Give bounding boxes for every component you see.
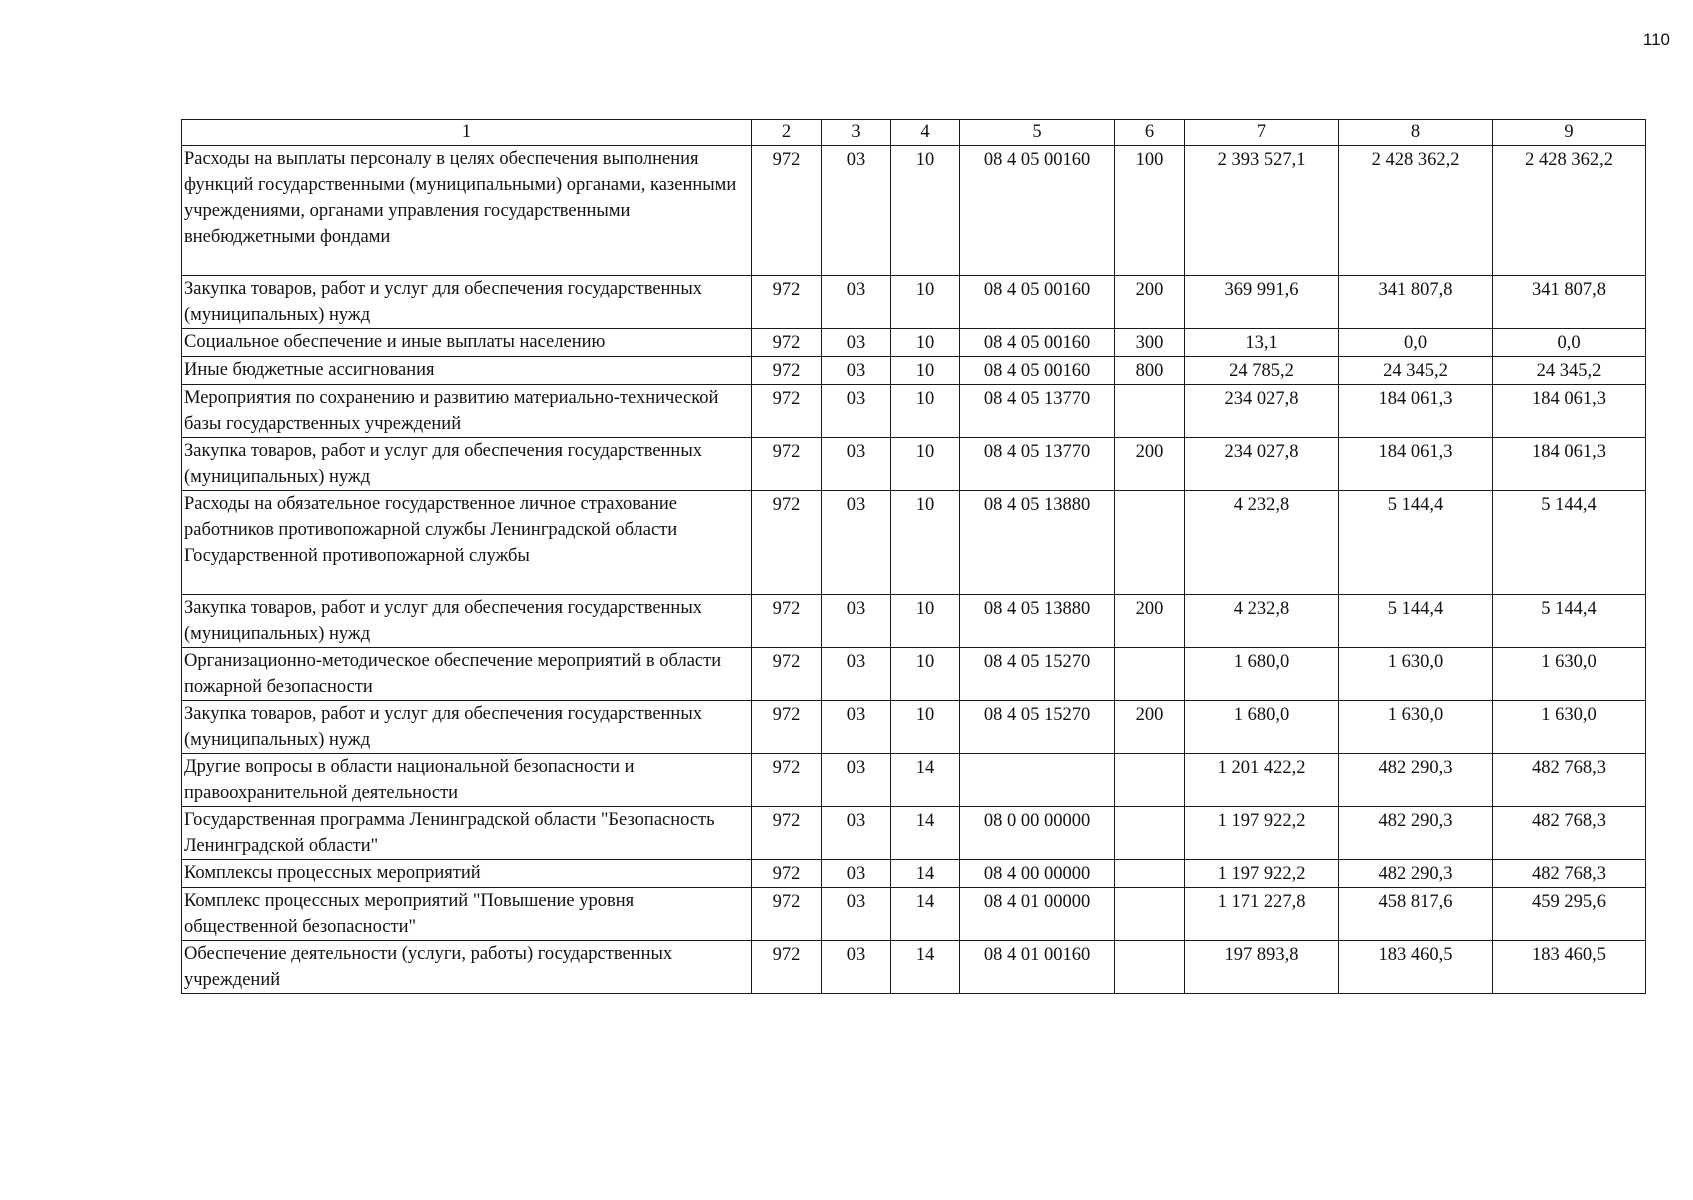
value-cell: 03 [822, 491, 891, 595]
value-cell: 08 4 01 00160 [960, 941, 1115, 994]
row-name-cell: Социальное обеспечение и иные выплаты населению [182, 329, 752, 357]
value-cell: 972 [752, 385, 822, 438]
value-cell: 03 [822, 276, 891, 329]
value-cell: 200 [1115, 595, 1185, 648]
row-name-cell: Закупка товаров, работ и услуг для обеспечения государственных (муниципальных) нужд [182, 438, 752, 491]
table-row [182, 385, 1646, 438]
table-row [182, 648, 1646, 701]
value-cell: 1 197 922,2 [1185, 807, 1339, 860]
value-cell: 1 630,0 [1493, 648, 1646, 701]
value-cell: 972 [752, 491, 822, 595]
row-name-cell: Закупка товаров, работ и услуг для обеспечения государственных (муниципальных) нужд [182, 276, 752, 329]
value-cell: 341 807,8 [1493, 276, 1646, 329]
row-name-cell: Расходы на обязательное государственное личное страхование работников противопожарной службы Ленинградской области Государственной противопожарной службы [182, 491, 752, 595]
value-cell: 2 393 527,1 [1185, 146, 1339, 276]
table-row [182, 860, 1646, 888]
value-cell: 08 4 00 00000 [960, 860, 1115, 888]
row-name-cell: Комплексы процессных мероприятий [182, 860, 752, 888]
value-cell: 482 290,3 [1339, 754, 1493, 807]
value-cell: 1 680,0 [1185, 648, 1339, 701]
value-cell: 4 232,8 [1185, 595, 1339, 648]
value-cell: 341 807,8 [1339, 276, 1493, 329]
value-cell: 482 290,3 [1339, 860, 1493, 888]
value-cell: 972 [752, 276, 822, 329]
value-cell: 03 [822, 888, 891, 941]
value-cell: 1 680,0 [1185, 701, 1339, 754]
value-cell: 5 144,4 [1493, 491, 1646, 595]
value-cell: 08 4 05 13770 [960, 438, 1115, 491]
value-cell: 03 [822, 595, 891, 648]
page-number: 110 [1642, 30, 1670, 49]
value-cell: 03 [822, 329, 891, 357]
value-cell: 10 [891, 701, 960, 754]
table-row [182, 888, 1646, 941]
value-cell: 2 428 362,2 [1339, 146, 1493, 276]
value-cell [960, 754, 1115, 807]
value-cell: 1 201 422,2 [1185, 754, 1339, 807]
value-cell: 10 [891, 276, 960, 329]
column-header: 7 [1185, 120, 1339, 146]
header-row [182, 120, 1646, 146]
value-cell: 03 [822, 754, 891, 807]
column-header: 9 [1493, 120, 1646, 146]
column-header: 1 [182, 120, 752, 146]
value-cell: 1 630,0 [1493, 701, 1646, 754]
value-cell: 10 [891, 357, 960, 385]
table-row [182, 701, 1646, 754]
value-cell: 14 [891, 807, 960, 860]
value-cell: 300 [1115, 329, 1185, 357]
value-cell: 10 [891, 648, 960, 701]
value-cell: 972 [752, 888, 822, 941]
budget-table [181, 119, 1646, 994]
value-cell: 0,0 [1493, 329, 1646, 357]
table-row [182, 276, 1646, 329]
value-cell: 2 428 362,2 [1493, 146, 1646, 276]
table-row [182, 438, 1646, 491]
value-cell: 5 144,4 [1493, 595, 1646, 648]
value-cell [1115, 888, 1185, 941]
value-cell: 03 [822, 357, 891, 385]
column-header: 3 [822, 120, 891, 146]
value-cell [1115, 941, 1185, 994]
value-cell: 482 768,3 [1493, 807, 1646, 860]
value-cell: 800 [1115, 357, 1185, 385]
value-cell: 5 144,4 [1339, 491, 1493, 595]
table-row [182, 329, 1646, 357]
table-row [182, 807, 1646, 860]
row-name-cell: Комплекс процессных мероприятий "Повышение уровня общественной безопасности" [182, 888, 752, 941]
value-cell: 03 [822, 941, 891, 994]
value-cell: 08 4 05 15270 [960, 648, 1115, 701]
value-cell: 972 [752, 860, 822, 888]
row-name-cell: Расходы на выплаты персоналу в целях обеспечения выполнения функций государственными (муниципальными) органами, казенными учреждениями, органами управления государственными внебюджетными фондами [182, 146, 752, 276]
row-name-cell: Другие вопросы в области национальной безопасности и правоохранительной деятельности [182, 754, 752, 807]
value-cell [1115, 860, 1185, 888]
value-cell: 972 [752, 146, 822, 276]
value-cell: 184 061,3 [1339, 438, 1493, 491]
row-name-cell: Закупка товаров, работ и услуг для обеспечения государственных (муниципальных) нужд [182, 701, 752, 754]
row-name-cell: Организационно-методическое обеспечение мероприятий в области пожарной безопасности [182, 648, 752, 701]
value-cell: 08 4 05 13880 [960, 491, 1115, 595]
value-cell: 100 [1115, 146, 1185, 276]
table-row [182, 357, 1646, 385]
value-cell: 183 460,5 [1339, 941, 1493, 994]
row-name-cell: Обеспечение деятельности (услуги, работы) государственных учреждений [182, 941, 752, 994]
value-cell: 08 4 01 00000 [960, 888, 1115, 941]
column-header: 2 [752, 120, 822, 146]
table-row [182, 595, 1646, 648]
value-cell: 482 768,3 [1493, 754, 1646, 807]
value-cell: 972 [752, 438, 822, 491]
value-cell: 08 4 05 13770 [960, 385, 1115, 438]
table-body [182, 146, 1646, 994]
value-cell: 972 [752, 595, 822, 648]
value-cell: 184 061,3 [1493, 438, 1646, 491]
value-cell: 14 [891, 941, 960, 994]
value-cell: 184 061,3 [1339, 385, 1493, 438]
value-cell: 972 [752, 357, 822, 385]
value-cell: 08 4 05 00160 [960, 146, 1115, 276]
value-cell: 10 [891, 146, 960, 276]
value-cell: 14 [891, 860, 960, 888]
value-cell: 08 4 05 13880 [960, 595, 1115, 648]
value-cell: 08 4 05 15270 [960, 701, 1115, 754]
value-cell: 482 290,3 [1339, 807, 1493, 860]
value-cell: 200 [1115, 276, 1185, 329]
value-cell: 5 144,4 [1339, 595, 1493, 648]
value-cell: 200 [1115, 438, 1185, 491]
value-cell: 972 [752, 648, 822, 701]
value-cell: 972 [752, 701, 822, 754]
value-cell: 972 [752, 941, 822, 994]
value-cell: 10 [891, 438, 960, 491]
value-cell: 03 [822, 807, 891, 860]
value-cell: 14 [891, 754, 960, 807]
value-cell: 369 991,6 [1185, 276, 1339, 329]
value-cell: 03 [822, 648, 891, 701]
value-cell: 183 460,5 [1493, 941, 1646, 994]
value-cell: 08 4 05 00160 [960, 329, 1115, 357]
value-cell: 482 768,3 [1493, 860, 1646, 888]
value-cell: 08 4 05 00160 [960, 357, 1115, 385]
value-cell: 1 630,0 [1339, 701, 1493, 754]
value-cell: 10 [891, 595, 960, 648]
value-cell: 14 [891, 888, 960, 941]
column-header: 4 [891, 120, 960, 146]
row-name-cell: Иные бюджетные ассигнования [182, 357, 752, 385]
value-cell: 1 630,0 [1339, 648, 1493, 701]
value-cell: 1 171 227,8 [1185, 888, 1339, 941]
value-cell: 03 [822, 701, 891, 754]
value-cell: 03 [822, 860, 891, 888]
value-cell: 184 061,3 [1493, 385, 1646, 438]
value-cell: 24 345,2 [1493, 357, 1646, 385]
value-cell: 1 197 922,2 [1185, 860, 1339, 888]
column-header: 6 [1115, 120, 1185, 146]
value-cell: 24 345,2 [1339, 357, 1493, 385]
table-row [182, 146, 1646, 276]
value-cell: 234 027,8 [1185, 438, 1339, 491]
value-cell: 972 [752, 329, 822, 357]
row-name-cell: Государственная программа Ленинградской области "Безопасность Ленинградской области" [182, 807, 752, 860]
value-cell [1115, 807, 1185, 860]
row-name-cell: Мероприятия по сохранению и развитию материально-технической базы государственных учреждений [182, 385, 752, 438]
value-cell: 459 295,6 [1493, 888, 1646, 941]
value-cell: 458 817,6 [1339, 888, 1493, 941]
value-cell [1115, 754, 1185, 807]
value-cell: 03 [822, 438, 891, 491]
column-header: 8 [1339, 120, 1493, 146]
value-cell: 10 [891, 329, 960, 357]
table-header [182, 120, 1646, 146]
table-row [182, 754, 1646, 807]
value-cell [1115, 648, 1185, 701]
value-cell: 08 4 05 00160 [960, 276, 1115, 329]
value-cell: 0,0 [1339, 329, 1493, 357]
value-cell: 03 [822, 385, 891, 438]
value-cell [1115, 491, 1185, 595]
value-cell: 10 [891, 385, 960, 438]
value-cell: 13,1 [1185, 329, 1339, 357]
value-cell: 4 232,8 [1185, 491, 1339, 595]
row-name-cell: Закупка товаров, работ и услуг для обеспечения государственных (муниципальных) нужд [182, 595, 752, 648]
column-header: 5 [960, 120, 1115, 146]
value-cell: 200 [1115, 701, 1185, 754]
value-cell: 234 027,8 [1185, 385, 1339, 438]
table-row [182, 491, 1646, 595]
value-cell: 10 [891, 491, 960, 595]
value-cell: 08 0 00 00000 [960, 807, 1115, 860]
value-cell: 03 [822, 146, 891, 276]
table-row [182, 941, 1646, 994]
value-cell: 972 [752, 807, 822, 860]
value-cell [1115, 385, 1185, 438]
value-cell: 197 893,8 [1185, 941, 1339, 994]
value-cell: 24 785,2 [1185, 357, 1339, 385]
value-cell: 972 [752, 754, 822, 807]
